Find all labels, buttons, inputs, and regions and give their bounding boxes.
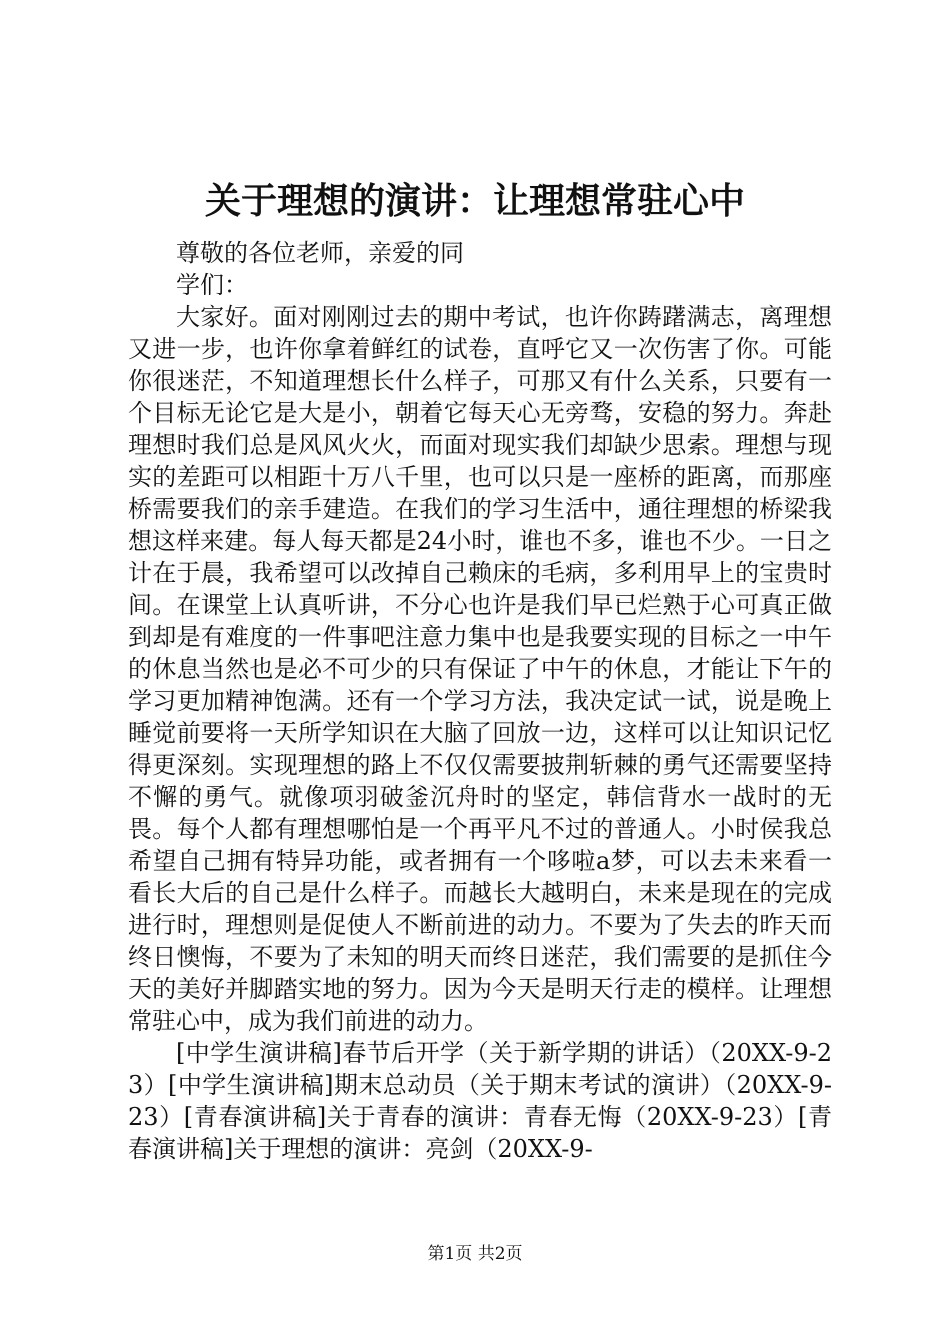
document-title: 关于理想的演讲：让理想常驻心中 bbox=[204, 180, 745, 222]
speech-paragraph: 大家好。面对刚刚过去的期中考试，也许你踌躇满志，离理想又进一步，也许你拿着鲜红的试卷，直呼它又一次伤害了你。可能你很迷茫，不知道理想长什么样子，可那又有什么关系，只要有一个目标无论它是大是小，朝着它每天心无旁骛，安稳的努力。奔赴理想时我们总是风风火火，而面对现实我们却缺少思索。理想与现实的差距可以相距十万八千里，也可以只是一座桥的距离，而那座桥需要我们的亲手建造。在我们的学习生活中，通往理想的桥梁我想这样来建。每人每天都是24小时，谁也不多，谁也不少。一日之计在于晨，我希望可以改掉自己赖床的毛病，多利用早上的宝贵时间。在课堂上认真听讲，不分心也许是我们早已烂熟于心可真正做到却是有难度的一件事吧注意力集中也是我要实现的目标之一中午的休息当然也是必不可少的只有保证了中午的休息，才能让下午的学习更加精神饱满。还有一个学习方法，我决定试一试，说是晚上睡觉前要将一天所学知识在大脑了回放一边，这样可以让知识记忆得更深刻。实现理想的路上不仅仅需要披荆斩棘的勇气还需要坚持不懈的勇气。就像项羽破釜沉舟时的坚定，韩信背水一战时的无畏。每个人都有理想哪怕是一个再平凡不过的普通人。小时侯我总希望自己拥有特异功能，或者拥有一个哆啦a梦，可以去未来看一看长大后的自己是什么样子。而越长大越明白，未来是现在的完成进行时，理想则是促使人不断前进的动力。不要为了失去的昨天而终日懊悔，不要为了未知的明天而终日迷茫，我们需要的是抓住今天的美好并脚踏实地的努力。因为今天是明天行走的模样。让理想常驻心中，成为我们前进的动力。 bbox=[128, 303, 832, 1035]
salutation: 尊敬的各位老师，亲爱的同学们： bbox=[176, 239, 464, 299]
page-indicator: 第1页 共2页 bbox=[427, 1244, 523, 1264]
related-articles-paragraph: [中学生演讲稿]春节后开学（关于新学期的讲话）（20XX-9-23）[中学生演讲稿]期末总动员（关于期末考试的演讲）（20XX-9-23）[青春演讲稿]关于青春的演讲：青春无悔（20XX-9-23）[青春演讲稿]关于理想的演讲：亮剑（20XX-9- bbox=[128, 1039, 832, 1163]
document-body bbox=[128, 237, 832, 1165]
